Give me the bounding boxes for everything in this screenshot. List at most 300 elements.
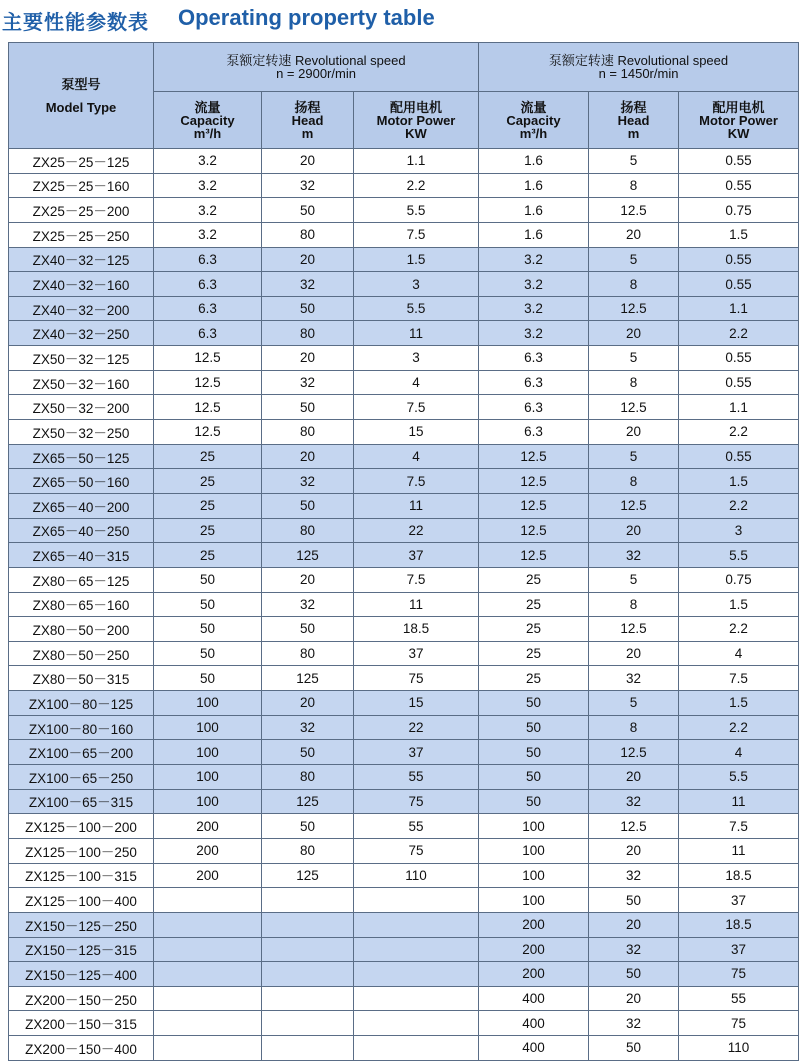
- value-cell-motor-power: 11: [354, 321, 479, 346]
- value-cell-capacity: 12.5: [154, 370, 262, 395]
- title-chinese: 主要性能参数表: [2, 12, 149, 34]
- value-cell-head: 20: [262, 247, 354, 272]
- value-cell-capacity: 100: [154, 715, 262, 740]
- value-cell-motor-power: 5.5: [354, 296, 479, 321]
- value-cell-motor-power: 7.5: [679, 814, 799, 839]
- value-cell-capacity: 1.6: [479, 173, 589, 198]
- value-cell-head: [262, 937, 354, 962]
- model-cell: ZX80－50－315: [9, 666, 154, 691]
- value-cell-capacity: 25: [479, 617, 589, 642]
- value-cell-capacity: 25: [154, 518, 262, 543]
- table-row: [9, 617, 799, 642]
- value-cell-capacity: 200: [154, 863, 262, 888]
- value-cell-head: 50: [262, 740, 354, 765]
- col-header-cn: 配用电机: [712, 99, 765, 115]
- value-cell-motor-power: 2.2: [679, 715, 799, 740]
- model-cell: ZX65－40－315: [9, 543, 154, 568]
- col-header-head-2900: [262, 92, 354, 149]
- value-cell-capacity: 100: [154, 740, 262, 765]
- value-cell-capacity: 100: [154, 691, 262, 716]
- value-cell-motor-power: 1.1: [354, 149, 479, 174]
- value-cell-head: 32: [262, 592, 354, 617]
- value-cell-capacity: [154, 912, 262, 937]
- value-cell-head: 20: [589, 986, 679, 1011]
- value-cell-capacity: 200: [479, 937, 589, 962]
- value-cell-capacity: 50: [479, 765, 589, 790]
- value-cell-motor-power: 7.5: [354, 222, 479, 247]
- value-cell-motor-power: 2.2: [679, 420, 799, 445]
- table-row: [9, 469, 799, 494]
- model-cell: ZX80－65－160: [9, 592, 154, 617]
- col-header-head-1450: [589, 92, 679, 149]
- value-cell-head: 50: [262, 198, 354, 223]
- speed-1450-rpm: n = 1450r/min: [598, 66, 679, 81]
- value-cell-head: 80: [262, 222, 354, 247]
- value-cell-motor-power: 4: [679, 740, 799, 765]
- col-header-en: Capacity: [180, 112, 235, 128]
- value-cell-motor-power: 75: [679, 962, 799, 987]
- col-header-en: Head: [291, 112, 324, 128]
- model-cell: ZX200－150－250: [9, 986, 154, 1011]
- table-row: [9, 715, 799, 740]
- value-cell-head: 80: [262, 518, 354, 543]
- value-cell-capacity: 6.3: [154, 272, 262, 297]
- value-cell-motor-power: 37: [354, 641, 479, 666]
- value-cell-capacity: 100: [479, 888, 589, 913]
- value-cell-head: 80: [262, 420, 354, 445]
- value-cell-motor-power: 11: [679, 789, 799, 814]
- value-cell-head: 20: [589, 912, 679, 937]
- value-cell-head: 5: [589, 691, 679, 716]
- model-cell: ZX65－40－200: [9, 493, 154, 518]
- table-row: [9, 863, 799, 888]
- value-cell-capacity: 25: [479, 666, 589, 691]
- value-cell-capacity: 12.5: [154, 346, 262, 371]
- value-cell-capacity: 400: [479, 1011, 589, 1036]
- value-cell-capacity: 200: [154, 838, 262, 863]
- value-cell-capacity: 50: [479, 740, 589, 765]
- value-cell-motor-power: 1.5: [354, 247, 479, 272]
- col-header-cn: 配用电机: [390, 99, 443, 115]
- value-cell-head: 5: [589, 444, 679, 469]
- value-cell-head: [262, 962, 354, 987]
- value-cell-motor-power: 22: [354, 715, 479, 740]
- value-cell-head: 80: [262, 641, 354, 666]
- value-cell-head: 32: [589, 666, 679, 691]
- value-cell-capacity: 100: [154, 765, 262, 790]
- value-cell-capacity: 25: [154, 543, 262, 568]
- value-cell-head: 5: [589, 149, 679, 174]
- value-cell-capacity: 12.5: [479, 493, 589, 518]
- value-cell-capacity: [154, 937, 262, 962]
- value-cell-head: 20: [589, 838, 679, 863]
- value-cell-head: 20: [262, 346, 354, 371]
- table-row: [9, 814, 799, 839]
- value-cell-head: 32: [589, 1011, 679, 1036]
- value-cell-head: 12.5: [589, 493, 679, 518]
- col-header-unit: m: [627, 125, 640, 141]
- value-cell-motor-power: 1.5: [679, 592, 799, 617]
- value-cell-head: 12.5: [589, 198, 679, 223]
- table-row: [9, 444, 799, 469]
- value-cell-head: 32: [589, 863, 679, 888]
- value-cell-head: 125: [262, 863, 354, 888]
- table-row: [9, 691, 799, 716]
- value-cell-capacity: 100: [479, 838, 589, 863]
- page-title: [0, 2, 800, 34]
- value-cell-motor-power: 110: [354, 863, 479, 888]
- value-cell-head: 8: [589, 469, 679, 494]
- value-cell-head: 8: [589, 272, 679, 297]
- col-header-unit: m³/h: [519, 125, 548, 141]
- value-cell-motor-power: 75: [354, 838, 479, 863]
- value-cell-motor-power: 4: [354, 370, 479, 395]
- table-row: [9, 518, 799, 543]
- value-cell-motor-power: [354, 986, 479, 1011]
- model-cell: ZX50－32－160: [9, 370, 154, 395]
- col-header-en: Capacity: [506, 112, 561, 128]
- value-cell-motor-power: [354, 912, 479, 937]
- table-row: [9, 222, 799, 247]
- value-cell-head: 80: [262, 765, 354, 790]
- value-cell-motor-power: 7.5: [354, 395, 479, 420]
- value-cell-head: 12.5: [589, 296, 679, 321]
- value-cell-capacity: 12.5: [479, 543, 589, 568]
- model-cell: ZX125－100－200: [9, 814, 154, 839]
- value-cell-head: 8: [589, 715, 679, 740]
- table-row: [9, 986, 799, 1011]
- value-cell-head: 20: [589, 641, 679, 666]
- value-cell-capacity: 1.6: [479, 149, 589, 174]
- table-row: [9, 912, 799, 937]
- value-cell-head: 125: [262, 789, 354, 814]
- value-cell-motor-power: 3: [354, 346, 479, 371]
- value-cell-capacity: 400: [479, 986, 589, 1011]
- value-cell-motor-power: [354, 1011, 479, 1036]
- value-cell-head: [262, 912, 354, 937]
- value-cell-capacity: 6.3: [479, 420, 589, 445]
- table-row: [9, 346, 799, 371]
- value-cell-motor-power: 7.5: [354, 567, 479, 592]
- table-row: [9, 937, 799, 962]
- model-cell: ZX40－32－200: [9, 296, 154, 321]
- value-cell-capacity: 6.3: [154, 296, 262, 321]
- value-cell-motor-power: 0.55: [679, 149, 799, 174]
- value-cell-motor-power: 22: [354, 518, 479, 543]
- value-cell-head: 20: [262, 149, 354, 174]
- value-cell-capacity: 25: [154, 469, 262, 494]
- model-cell: ZX65－50－160: [9, 469, 154, 494]
- value-cell-head: 20: [589, 321, 679, 346]
- value-cell-capacity: 25: [154, 493, 262, 518]
- value-cell-capacity: 200: [479, 962, 589, 987]
- value-cell-head: 50: [589, 1036, 679, 1061]
- model-cell: ZX100－65－315: [9, 789, 154, 814]
- value-cell-head: 125: [262, 666, 354, 691]
- value-cell-capacity: 50: [479, 789, 589, 814]
- value-cell-head: 12.5: [589, 395, 679, 420]
- table-row: [9, 149, 799, 174]
- value-cell-head: 20: [262, 444, 354, 469]
- value-cell-capacity: 50: [154, 666, 262, 691]
- value-cell-capacity: 3.2: [479, 247, 589, 272]
- value-cell-capacity: 3.2: [154, 173, 262, 198]
- table-row: [9, 198, 799, 223]
- value-cell-motor-power: 18.5: [354, 617, 479, 642]
- value-cell-motor-power: 1.5: [679, 469, 799, 494]
- value-cell-capacity: 100: [154, 789, 262, 814]
- value-cell-motor-power: 75: [679, 1011, 799, 1036]
- operating-property-table: [8, 42, 799, 1061]
- value-cell-motor-power: 75: [354, 666, 479, 691]
- value-cell-motor-power: 7.5: [354, 469, 479, 494]
- value-cell-head: 32: [262, 370, 354, 395]
- value-cell-motor-power: 0.55: [679, 173, 799, 198]
- model-cell: ZX25－25－250: [9, 222, 154, 247]
- value-cell-capacity: 3.2: [154, 222, 262, 247]
- speed-1450-title: 泵额定转速 Revolutional speed: [548, 53, 729, 68]
- value-cell-motor-power: 18.5: [679, 863, 799, 888]
- model-cell: ZX50－32－125: [9, 346, 154, 371]
- model-cell: ZX65－50－125: [9, 444, 154, 469]
- value-cell-motor-power: 2.2: [679, 321, 799, 346]
- table-row: [9, 838, 799, 863]
- value-cell-capacity: 100: [479, 863, 589, 888]
- value-cell-motor-power: 2.2: [679, 617, 799, 642]
- model-cell: ZX65－40－250: [9, 518, 154, 543]
- speed-2900-title: 泵额定转速 Revolutional speed: [226, 53, 406, 68]
- table-row: [9, 666, 799, 691]
- value-cell-motor-power: 3: [354, 272, 479, 297]
- model-cell: ZX80－50－250: [9, 641, 154, 666]
- col-header-cn: 流量: [520, 99, 547, 115]
- value-cell-head: 32: [589, 543, 679, 568]
- value-cell-head: 50: [262, 296, 354, 321]
- value-cell-head: 20: [589, 765, 679, 790]
- value-cell-capacity: 6.3: [479, 395, 589, 420]
- value-cell-motor-power: 37: [354, 543, 479, 568]
- value-cell-capacity: 50: [479, 715, 589, 740]
- value-cell-capacity: 12.5: [154, 420, 262, 445]
- value-cell-motor-power: 2.2: [679, 493, 799, 518]
- table-row: [9, 173, 799, 198]
- value-cell-motor-power: 37: [354, 740, 479, 765]
- value-cell-head: 8: [589, 173, 679, 198]
- table-row: [9, 641, 799, 666]
- value-cell-motor-power: [354, 937, 479, 962]
- value-cell-motor-power: [354, 888, 479, 913]
- value-cell-motor-power: 0.75: [679, 198, 799, 223]
- value-cell-motor-power: 15: [354, 420, 479, 445]
- value-cell-capacity: 200: [479, 912, 589, 937]
- value-cell-motor-power: 1.1: [679, 395, 799, 420]
- value-cell-capacity: 12.5: [154, 395, 262, 420]
- value-cell-motor-power: 18.5: [679, 912, 799, 937]
- value-cell-capacity: 1.6: [479, 198, 589, 223]
- value-cell-capacity: 400: [479, 1036, 589, 1061]
- value-cell-capacity: 6.3: [479, 370, 589, 395]
- table-row: [9, 740, 799, 765]
- col-header-capacity-2900: [154, 92, 262, 149]
- value-cell-capacity: 3.2: [154, 149, 262, 174]
- model-cell: ZX150－125－315: [9, 937, 154, 962]
- model-cell: ZX150－125－250: [9, 912, 154, 937]
- model-cell: ZX200－150－315: [9, 1011, 154, 1036]
- value-cell-motor-power: 0.55: [679, 247, 799, 272]
- model-cell: ZX40－32－250: [9, 321, 154, 346]
- col-header-motor-power-2900: [354, 92, 479, 149]
- value-cell-capacity: 12.5: [479, 444, 589, 469]
- table-row: [9, 321, 799, 346]
- value-cell-head: 12.5: [589, 740, 679, 765]
- table-row: [9, 247, 799, 272]
- model-cell: ZX80－65－125: [9, 567, 154, 592]
- value-cell-motor-power: 37: [679, 937, 799, 962]
- col-header-capacity-1450: [479, 92, 589, 149]
- value-cell-head: 5: [589, 567, 679, 592]
- value-cell-capacity: 6.3: [154, 247, 262, 272]
- value-cell-motor-power: 11: [354, 493, 479, 518]
- value-cell-capacity: [154, 962, 262, 987]
- model-type-en: Model Type: [45, 99, 117, 115]
- col-header-cn: 流量: [194, 99, 221, 115]
- value-cell-capacity: [154, 1011, 262, 1036]
- value-cell-head: 32: [262, 173, 354, 198]
- model-cell: ZX40－32－125: [9, 247, 154, 272]
- value-cell-head: 50: [262, 814, 354, 839]
- value-cell-motor-power: 0.55: [679, 346, 799, 371]
- model-cell: ZX25－25－125: [9, 149, 154, 174]
- value-cell-head: 32: [589, 789, 679, 814]
- model-cell: ZX80－50－200: [9, 617, 154, 642]
- table-row: [9, 789, 799, 814]
- value-cell-head: 50: [589, 888, 679, 913]
- col-header-motor-power-1450: [679, 92, 799, 149]
- value-cell-capacity: 25: [154, 444, 262, 469]
- value-cell-head: 5: [589, 247, 679, 272]
- value-cell-head: 20: [262, 691, 354, 716]
- model-cell: ZX150－125－400: [9, 962, 154, 987]
- model-cell: ZX50－32－200: [9, 395, 154, 420]
- col-header-unit: m³/h: [193, 125, 222, 141]
- value-cell-capacity: 6.3: [154, 321, 262, 346]
- value-cell-capacity: 50: [154, 567, 262, 592]
- value-cell-motor-power: 1.5: [679, 691, 799, 716]
- value-cell-capacity: 50: [479, 691, 589, 716]
- value-cell-capacity: 3.2: [479, 272, 589, 297]
- value-cell-motor-power: 1.5: [679, 222, 799, 247]
- value-cell-head: 50: [262, 395, 354, 420]
- value-cell-capacity: 6.3: [479, 346, 589, 371]
- table-row: [9, 543, 799, 568]
- value-cell-capacity: [154, 986, 262, 1011]
- col-header-cn: 扬程: [620, 99, 647, 115]
- table-row: [9, 765, 799, 790]
- value-cell-capacity: [154, 888, 262, 913]
- col-header-en: Motor Power: [699, 112, 778, 128]
- model-cell: ZX25－25－200: [9, 198, 154, 223]
- value-cell-capacity: 50: [154, 617, 262, 642]
- value-cell-head: 20: [589, 420, 679, 445]
- value-cell-head: 8: [589, 592, 679, 617]
- model-cell: ZX100－80－125: [9, 691, 154, 716]
- value-cell-motor-power: 55: [679, 986, 799, 1011]
- value-cell-motor-power: 4: [679, 641, 799, 666]
- value-cell-motor-power: 7.5: [679, 666, 799, 691]
- value-cell-head: 12.5: [589, 814, 679, 839]
- model-cell: ZX25－25－160: [9, 173, 154, 198]
- value-cell-motor-power: 2.2: [354, 173, 479, 198]
- model-cell: ZX100－65－250: [9, 765, 154, 790]
- value-cell-motor-power: 5.5: [679, 765, 799, 790]
- value-cell-head: 32: [262, 469, 354, 494]
- value-cell-capacity: 25: [479, 567, 589, 592]
- value-cell-head: [262, 1036, 354, 1061]
- table-row: [9, 296, 799, 321]
- value-cell-head: 20: [589, 222, 679, 247]
- value-cell-capacity: 3.2: [479, 321, 589, 346]
- speed-2900-rpm: n = 2900r/min: [276, 66, 356, 81]
- table-row: [9, 272, 799, 297]
- table-row: [9, 1036, 799, 1061]
- model-cell: ZX50－32－250: [9, 420, 154, 445]
- model-type-header: [9, 43, 154, 149]
- value-cell-capacity: 25: [479, 641, 589, 666]
- value-cell-motor-power: 4: [354, 444, 479, 469]
- value-cell-motor-power: 15: [354, 691, 479, 716]
- value-cell-motor-power: 0.75: [679, 567, 799, 592]
- model-type-cn: 泵型号: [61, 76, 101, 92]
- value-cell-capacity: 12.5: [479, 469, 589, 494]
- value-cell-motor-power: 5.5: [679, 543, 799, 568]
- table-row: [9, 420, 799, 445]
- value-cell-head: [262, 1011, 354, 1036]
- value-cell-head: [262, 888, 354, 913]
- model-cell: ZX200－150－400: [9, 1036, 154, 1061]
- value-cell-head: 20: [262, 567, 354, 592]
- value-cell-head: 80: [262, 321, 354, 346]
- value-cell-head: 12.5: [589, 617, 679, 642]
- value-cell-capacity: 1.6: [479, 222, 589, 247]
- value-cell-motor-power: 110: [679, 1036, 799, 1061]
- value-cell-motor-power: 55: [354, 765, 479, 790]
- model-cell: ZX125－100－315: [9, 863, 154, 888]
- table-row: [9, 1011, 799, 1036]
- value-cell-head: 32: [589, 937, 679, 962]
- value-cell-capacity: 100: [479, 814, 589, 839]
- value-cell-capacity: 50: [154, 641, 262, 666]
- value-cell-head: 125: [262, 543, 354, 568]
- value-cell-head: 50: [262, 493, 354, 518]
- value-cell-head: 32: [262, 272, 354, 297]
- value-cell-head: 50: [262, 617, 354, 642]
- value-cell-motor-power: 1.1: [679, 296, 799, 321]
- value-cell-motor-power: 55: [354, 814, 479, 839]
- speed-2900-header: [154, 43, 479, 92]
- value-cell-head: 8: [589, 370, 679, 395]
- value-cell-capacity: 200: [154, 814, 262, 839]
- value-cell-motor-power: [354, 1036, 479, 1061]
- model-cell: ZX40－32－160: [9, 272, 154, 297]
- col-header-en: Head: [617, 112, 650, 128]
- value-cell-motor-power: [354, 962, 479, 987]
- value-cell-motor-power: 0.55: [679, 444, 799, 469]
- value-cell-head: 20: [589, 518, 679, 543]
- value-cell-motor-power: 11: [354, 592, 479, 617]
- table-row: [9, 962, 799, 987]
- value-cell-capacity: 3.2: [479, 296, 589, 321]
- value-cell-capacity: 50: [154, 592, 262, 617]
